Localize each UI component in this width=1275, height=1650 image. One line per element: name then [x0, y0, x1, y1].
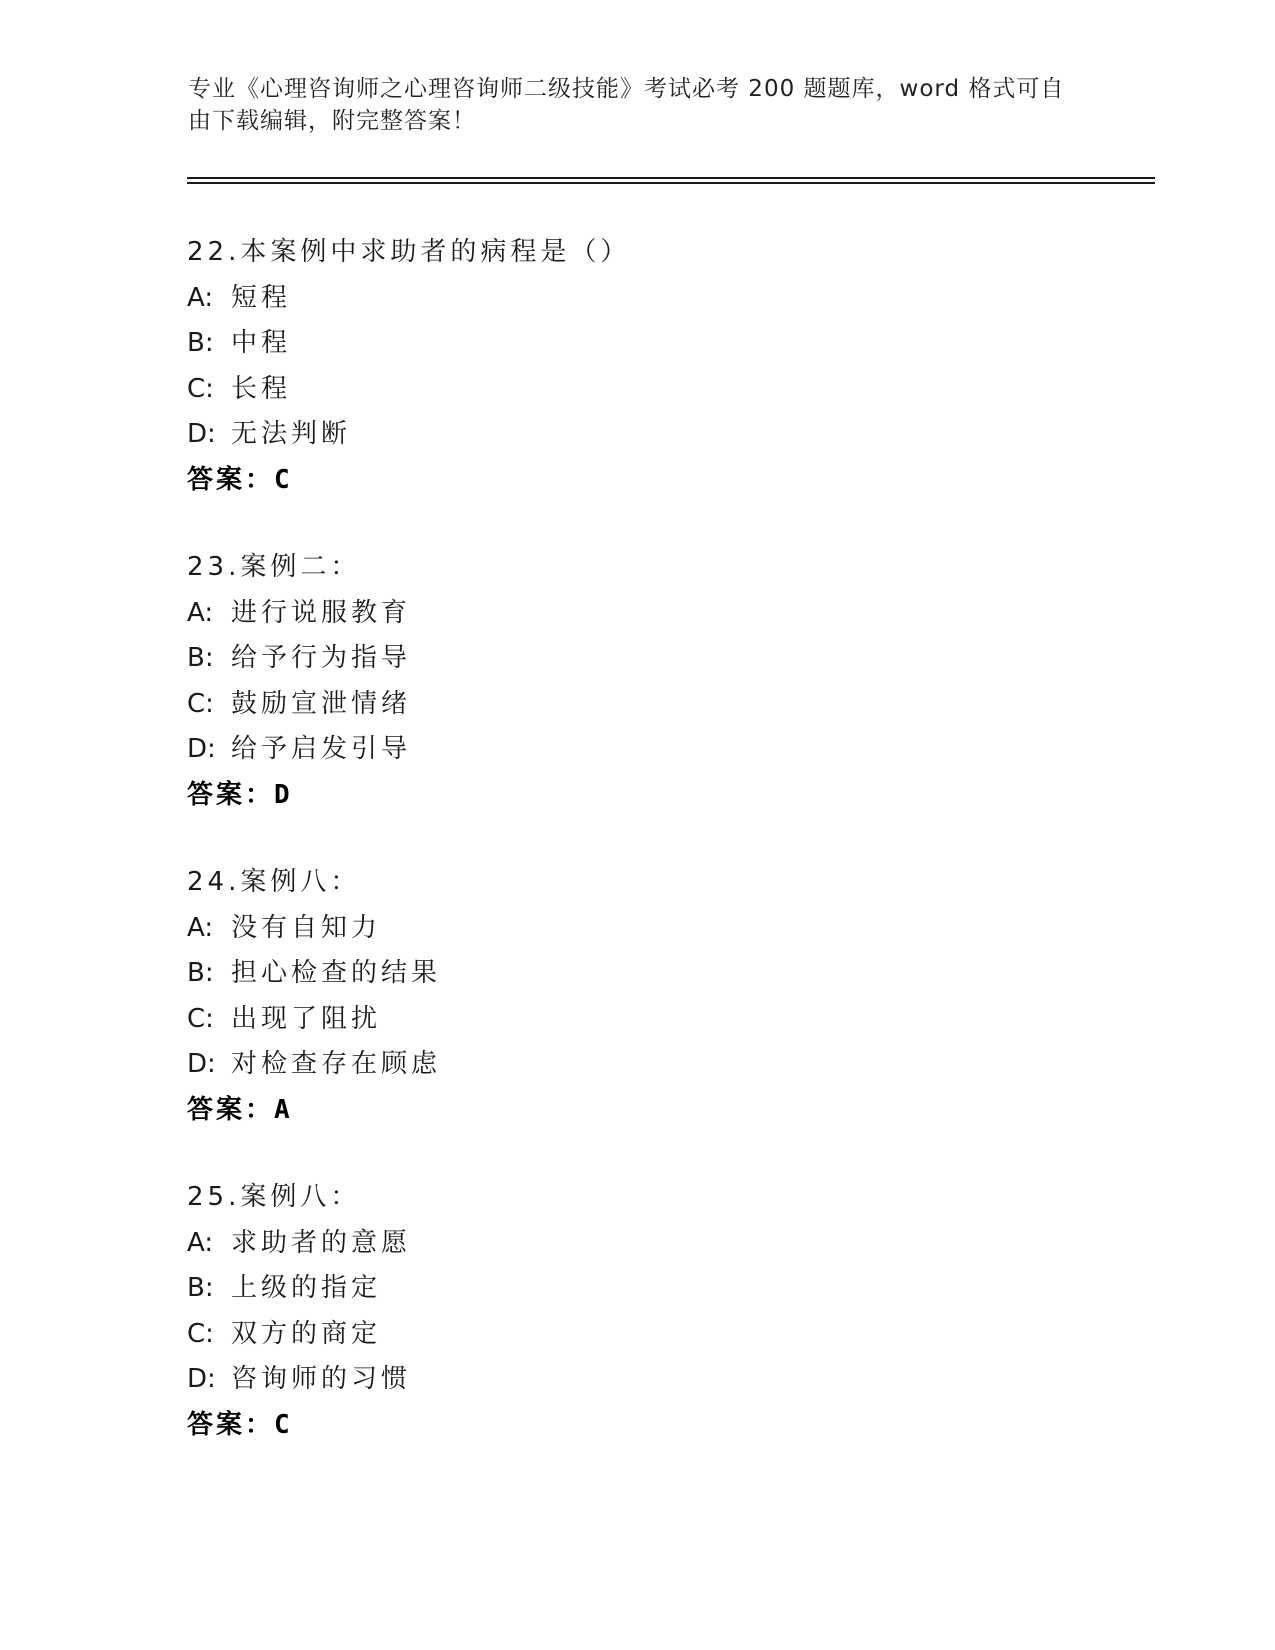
option-a	[187, 591, 1087, 637]
answer-value: C	[274, 1409, 292, 1440]
option-key: B:	[187, 958, 214, 988]
option-text: 没有自知力	[231, 912, 382, 943]
header-divider-bottom	[187, 182, 1155, 184]
option-text: 短程	[231, 282, 292, 313]
option-key: D:	[187, 1049, 216, 1079]
option-a	[187, 906, 1087, 952]
answer-label: 答案：	[187, 1409, 275, 1440]
option-key: A:	[187, 1227, 214, 1258]
option-text: 上级的指定	[231, 1273, 382, 1303]
option-d	[187, 1357, 1087, 1403]
option-a	[187, 1221, 1087, 1267]
answer-label: 答案：	[187, 779, 275, 810]
option-text: 鼓励宣泄情绪	[231, 688, 412, 719]
question-title: 22.本案例中求助者的病程是（）	[187, 237, 631, 267]
option-key: B:	[187, 643, 214, 673]
question-block	[187, 860, 1087, 1133]
option-text: 双方的商定	[231, 1318, 382, 1349]
answer-value: C	[274, 464, 292, 495]
option-d	[187, 1042, 1087, 1088]
answer-value: D	[274, 779, 292, 810]
option-text: 给予行为指导	[231, 643, 412, 673]
option-text: 给予启发引导	[231, 734, 412, 764]
option-text: 担心检查的结果	[231, 958, 442, 988]
option-text: 咨询师的习惯	[231, 1364, 412, 1394]
option-text: 出现了阻扰	[231, 1003, 382, 1034]
option-key: B:	[187, 1273, 214, 1303]
option-text: 进行说服教育	[231, 597, 412, 628]
option-key: A:	[187, 912, 214, 943]
option-key: D:	[187, 1364, 216, 1394]
question-block	[187, 545, 1087, 818]
option-b	[187, 951, 1087, 997]
question-title: 25.案例八：	[187, 1182, 361, 1212]
option-text: 对检查存在顾虑	[231, 1049, 442, 1079]
option-d	[187, 412, 1087, 458]
option-d	[187, 727, 1087, 773]
option-c	[187, 997, 1087, 1043]
question-block	[187, 1175, 1087, 1448]
header-divider-top	[187, 177, 1155, 179]
document-header	[188, 73, 1088, 137]
answer-value: A	[274, 1094, 292, 1125]
option-key: C:	[187, 688, 214, 719]
option-text: 求助者的意愿	[231, 1227, 412, 1258]
option-c	[187, 367, 1087, 413]
option-b	[187, 636, 1087, 682]
option-key: C:	[187, 1318, 214, 1349]
option-b	[187, 321, 1087, 367]
answer-line	[187, 773, 1087, 819]
question-title: 24.案例八：	[187, 867, 361, 897]
header-line-1: 专业《心理咨询师之心理咨询师二级技能》考试必考 200 题题库，word 格式可自	[188, 76, 1065, 102]
option-text: 长程	[231, 373, 292, 404]
answer-line	[187, 458, 1087, 504]
option-b	[187, 1266, 1087, 1312]
question-block	[187, 230, 1087, 503]
option-key: C:	[187, 373, 214, 404]
answer-line	[187, 1403, 1087, 1449]
option-key: A:	[187, 282, 214, 313]
option-a	[187, 276, 1087, 322]
option-text: 无法判断	[231, 419, 352, 449]
option-c	[187, 682, 1087, 728]
answer-label: 答案：	[187, 1094, 275, 1125]
question-title: 23.案例二：	[187, 552, 361, 582]
option-key: D:	[187, 734, 216, 764]
option-text: 中程	[231, 328, 292, 358]
option-key: C:	[187, 1003, 214, 1034]
answer-line	[187, 1088, 1087, 1134]
header-line-2: 由下载编辑，附完整答案！	[188, 108, 476, 134]
option-c	[187, 1312, 1087, 1358]
answer-label: 答案：	[187, 464, 275, 495]
option-key: B:	[187, 328, 214, 358]
option-key: D:	[187, 419, 216, 449]
option-key: A:	[187, 597, 214, 628]
